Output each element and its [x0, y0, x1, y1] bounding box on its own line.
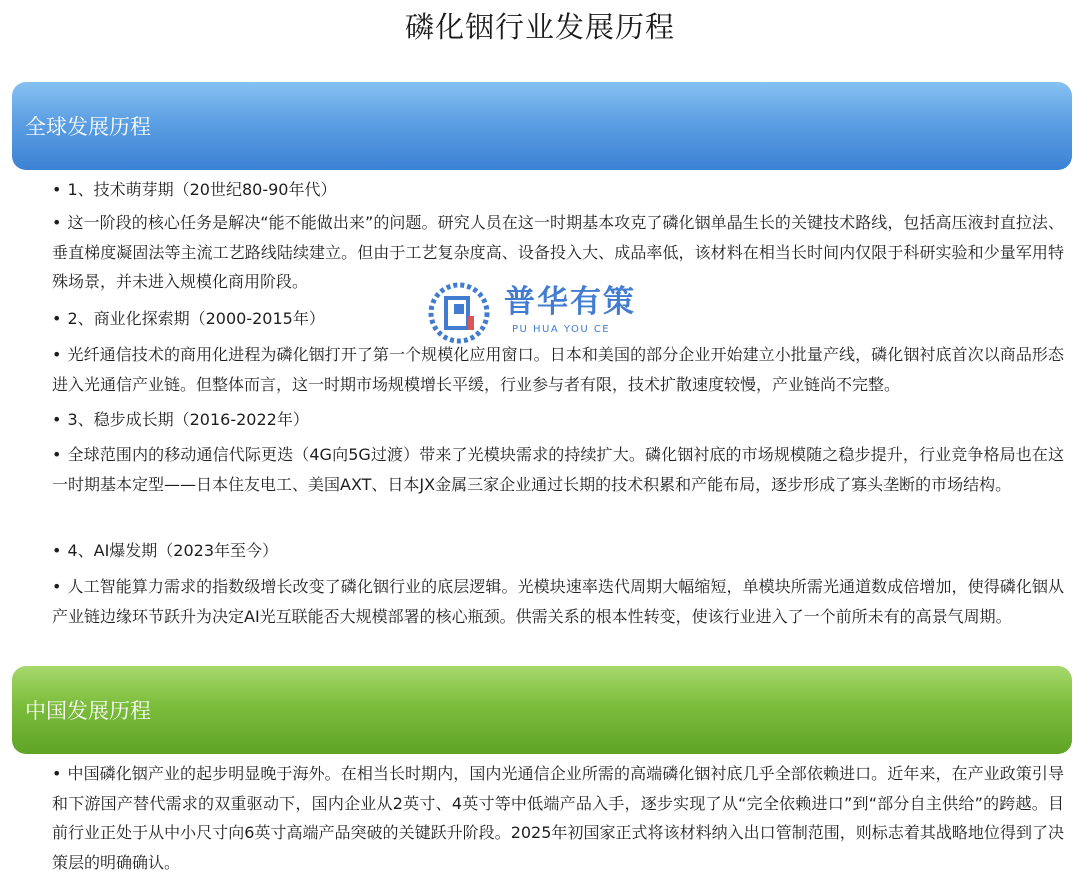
china-history-banner [12, 666, 1072, 754]
global-history-heading: 全球发展历程 [25, 115, 151, 139]
global-item-text: 光纤通信技术的商用化进程为磷化铟打开了第一个规模化应用窗口。日本和美国的部分企业开始建立小批量产线，磷化铟衬底首次以商品形态进入光通信产业链。但整体而言，这一时期市场规模增长平缓，行业参与者有限，技术扩散速度较慢，产业链尚不完整。 [52, 345, 1064, 394]
bullet-icon: • [52, 445, 62, 464]
watermark-subtitle: PU HUA YOU CE [512, 324, 611, 335]
global-item-6 [52, 440, 1064, 499]
bullet-icon: • [52, 541, 62, 560]
bullet-icon: • [52, 180, 62, 199]
bullet-icon: • [52, 410, 62, 429]
global-item-text: 全球范围内的移动通信代际更迭（4G向5G过渡）带来了光模块需求的持续扩大。磷化铟衬底的市场规模随之稳步提升，行业竞争格局也在这一时期基本定型——日本住友电工、美国AXT、日本JX金属三家企业通过长期的技术积累和产能布局，逐步形成了寡头垄断的市场结构。 [52, 445, 1064, 494]
global-item-text: 4、AI爆发期（2023年至今） [67, 541, 279, 560]
bullet-icon: • [52, 577, 62, 596]
china-item-1 [52, 759, 1064, 877]
bullet-icon: • [52, 213, 62, 232]
watermark-logo-icon [428, 282, 498, 344]
bullet-icon: • [52, 345, 62, 364]
global-item-4 [52, 340, 1064, 399]
watermark [428, 282, 660, 344]
bullet-icon: • [52, 764, 62, 783]
global-item-text: 2、商业化探索期（2000-2015年） [67, 309, 325, 328]
page-title: 磷化铟行业发展历程 [404, 10, 675, 44]
global-item-7 [52, 536, 1064, 566]
global-item-1 [52, 175, 1064, 205]
watermark-name: 普华有策 [504, 284, 636, 320]
global-item-text: 3、稳步成长期（2016-2022年） [67, 410, 309, 429]
china-history-heading: 中国发展历程 [25, 699, 151, 723]
global-item-text: 这一阶段的核心任务是解决“能不能做出来”的问题。研究人员在这一时期基本攻克了磷化铟单晶生长的关键技术路线，包括高压液封直拉法、垂直梯度凝固法等主流工艺路线陆续建立。但由于工艺复杂度高、设备投入大、成品率低，该材料在相当长时间内仅限于科研实验和少量军用特殊场景，并未进入规模化商用阶段。 [52, 213, 1064, 291]
china-item-text: 中国磷化铟产业的起步明显晚于海外。在相当长时期内，国内光通信企业所需的高端磷化铟衬底几乎全部依赖进口。近年来，在产业政策引导和下游国产替代需求的双重驱动下，国内企业从2英寸、4英寸等中低端产品入手，逐步实现了从“完全依赖进口”到“部分自主供给”的跨越。目前行业正处于从中小尺寸向6英寸高端产品突破的关键跃升阶段。2025年初国家正式将该材料纳入出口管制范围，则标志着其战略地位得到了决策层的明确确认。 [52, 764, 1064, 872]
global-item-text: 1、技术萌芽期（20世纪80-90年代） [67, 180, 337, 199]
global-item-5 [52, 405, 1064, 435]
global-history-banner [12, 82, 1072, 170]
global-item-8 [52, 572, 1064, 631]
bullet-icon: • [52, 309, 62, 328]
global-item-text: 人工智能算力需求的指数级增长改变了磷化铟行业的底层逻辑。光模块速率迭代周期大幅缩短，单模块所需光通道数成倍增加，使得磷化铟从产业链边缘环节跃升为决定AI光互联能否大规模部署的核心瓶颈。供需关系的根本性转变，使该行业进入了一个前所未有的高景气周期。 [52, 577, 1064, 626]
